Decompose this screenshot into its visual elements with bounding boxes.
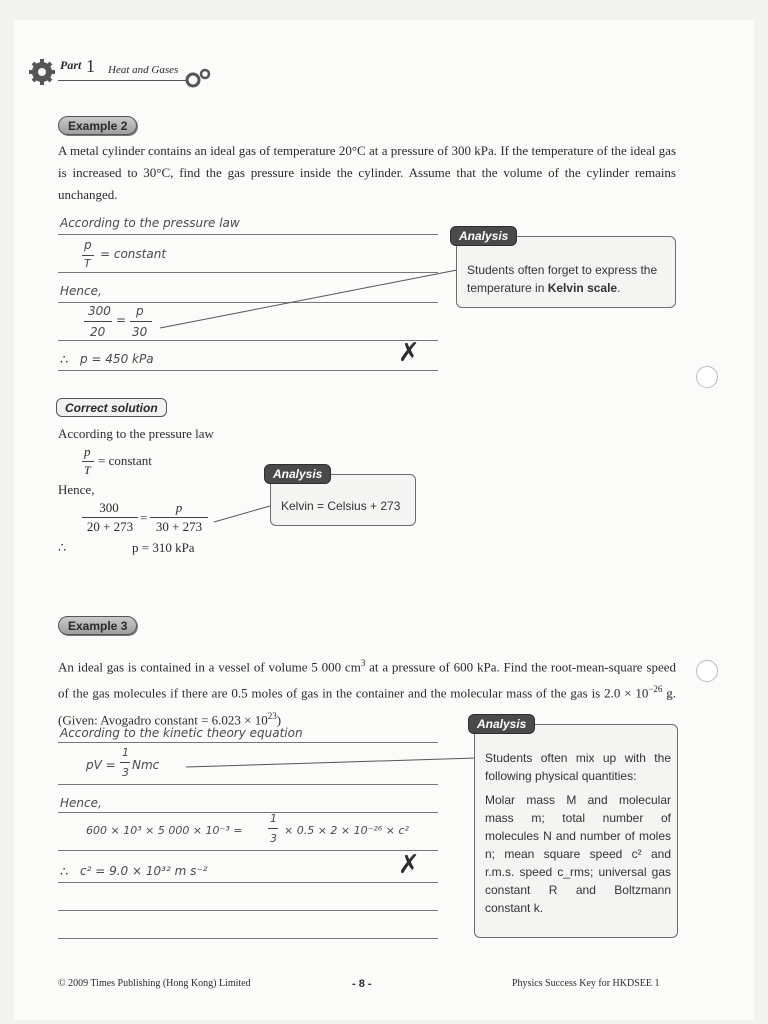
fraction-line xyxy=(268,828,278,829)
wrong-f1-num: 300 xyxy=(88,304,111,318)
rule xyxy=(58,812,438,813)
analysis-1-line-2c: . xyxy=(617,281,621,295)
q-part-2: at a pressure of 600 kPa. Find the root-mean-square speed of the gas molecules if there are 0.5 moles of gas in the container and the molecular mass of the gas is 2.0 × 10 xyxy=(58,659,676,701)
rule xyxy=(58,910,438,911)
example-2-label: Example 2 xyxy=(58,116,137,135)
wrong-f2-den: 30 xyxy=(132,325,148,339)
q-sup-2: −26 xyxy=(648,684,663,695)
q-part-3: g. (Given: Avogadro constant = 6.023 × 10 xyxy=(58,685,676,727)
correct-f1-num: 300 xyxy=(99,500,119,515)
correct-solution-label: Correct solution xyxy=(56,398,167,417)
example-3-label: Example 3 xyxy=(58,616,137,635)
ex3-calc-third-den: 3 xyxy=(270,832,277,845)
rule xyxy=(58,742,438,743)
q-part-4: ) xyxy=(276,711,282,727)
analysis-1-keyword: Kelvin scale xyxy=(547,281,618,295)
wrong-cross-icon: ✗ xyxy=(398,338,420,368)
punch-hole xyxy=(696,660,718,682)
wrong-result: p = 450 kPa xyxy=(80,352,154,366)
example-2-question: A metal cylinder contains an ideal gas of temperature 20°C at a pressure of 300 kPa. If the temperature of the ideal gas is increased to 30°C, find the gas pressure inside the cylinder. Assume that the volume of the cylinder remains unchanged. xyxy=(58,143,676,202)
analysis-3-body: Molar mass M and molecular mass m; total number of molecules N and number of moles n; mean square speed c² and r.m.s. speed c_rms; universal gas constant R and Boltzmann constant k. xyxy=(485,793,671,915)
part-number: 1 xyxy=(86,56,95,76)
ex3-wrong-hence: Hence, xyxy=(60,796,102,810)
analysis-tag-1: Analysis xyxy=(450,226,517,246)
ex3-wrong-line-1: According to the kinetic theory equation xyxy=(60,726,303,740)
wrong-f2-num: p xyxy=(136,304,144,318)
wrong-line-1: According to the pressure law xyxy=(60,216,240,230)
correct-f2-num: p xyxy=(175,500,183,515)
analysis-tag-3: Analysis xyxy=(468,714,535,734)
analysis-box-3 xyxy=(474,724,678,938)
wrong-eq-num: p xyxy=(84,238,92,252)
correct-hence: Hence, xyxy=(58,482,95,497)
ex3-therefore: ∴ xyxy=(60,864,69,879)
correct-result: p = 310 kPa xyxy=(132,540,195,555)
correct-f1-den: 20 + 273 xyxy=(86,519,134,534)
wrong-eq-rhs: = constant xyxy=(100,247,167,261)
rule xyxy=(58,850,438,851)
section-title: Heat and Gases xyxy=(108,64,179,76)
ex3-cross-icon: ✗ xyxy=(398,850,420,880)
ex3-calc-right: × 0.5 × 2 × 10⁻²⁶ × c² xyxy=(284,824,409,837)
analysis-2-text: Kelvin = Celsius + 273 xyxy=(281,499,401,513)
wrong-therefore: ∴ xyxy=(60,352,69,367)
wrong-f1-den: 20 xyxy=(90,325,106,339)
q-sup-3: 23 xyxy=(267,710,277,721)
rule xyxy=(58,938,438,939)
analysis-1-line-2a: temperature in xyxy=(467,281,548,295)
analysis-tag-2: Analysis xyxy=(264,464,331,484)
ex3-third-num: 1 xyxy=(122,746,129,759)
footer-book-title: Physics Success Key for HKDSEE 1 xyxy=(512,978,660,989)
q-part-1: An ideal gas is contained in a vessel of volume 5 000 cm xyxy=(58,659,361,675)
analysis-1-line-1: Students often forget to express the xyxy=(467,263,658,277)
wrong-hence: Hence, xyxy=(60,284,102,298)
ex3-third-den: 3 xyxy=(122,766,129,779)
correct-therefore: ∴ xyxy=(58,540,67,555)
ex3-wrong-lhs: pV = xyxy=(86,758,116,772)
fraction-line xyxy=(150,517,208,518)
correct-eq-den: T xyxy=(84,463,91,477)
part-label: Part xyxy=(60,58,82,72)
fraction-line xyxy=(82,461,94,462)
correct-eq-rhs: = constant xyxy=(98,453,152,468)
ex3-result: c² = 9.0 × 10³² m s⁻² xyxy=(80,864,208,878)
rule xyxy=(58,784,438,785)
wrong-eq-sign: = xyxy=(116,313,127,327)
ex3-calc-third-num: 1 xyxy=(270,812,277,825)
correct-eq-sign: = xyxy=(140,510,148,525)
fraction-line xyxy=(82,517,138,518)
correct-f2-den: 30 + 273 xyxy=(155,519,203,534)
correct-line-1: According to the pressure law xyxy=(58,426,214,441)
footer-copyright: © 2009 Times Publishing (Hong Kong) Limited xyxy=(58,978,251,989)
q-sup-1: 3 xyxy=(360,658,366,668)
ex3-calc-left: 600 × 10³ × 5 000 × 10⁻³ = xyxy=(86,824,243,837)
example-3-question xyxy=(58,652,676,731)
fraction-line xyxy=(120,762,130,763)
analysis-3-intro: Students often mix up with the following physical quantities: xyxy=(485,751,671,783)
footer-page-number: - 8 - xyxy=(352,978,372,990)
wrong-eq-den: T xyxy=(84,257,91,270)
ex3-nmc: Nmc xyxy=(132,758,160,772)
punch-hole xyxy=(696,366,718,388)
rule xyxy=(58,882,438,883)
correct-eq-num: p xyxy=(84,444,91,459)
